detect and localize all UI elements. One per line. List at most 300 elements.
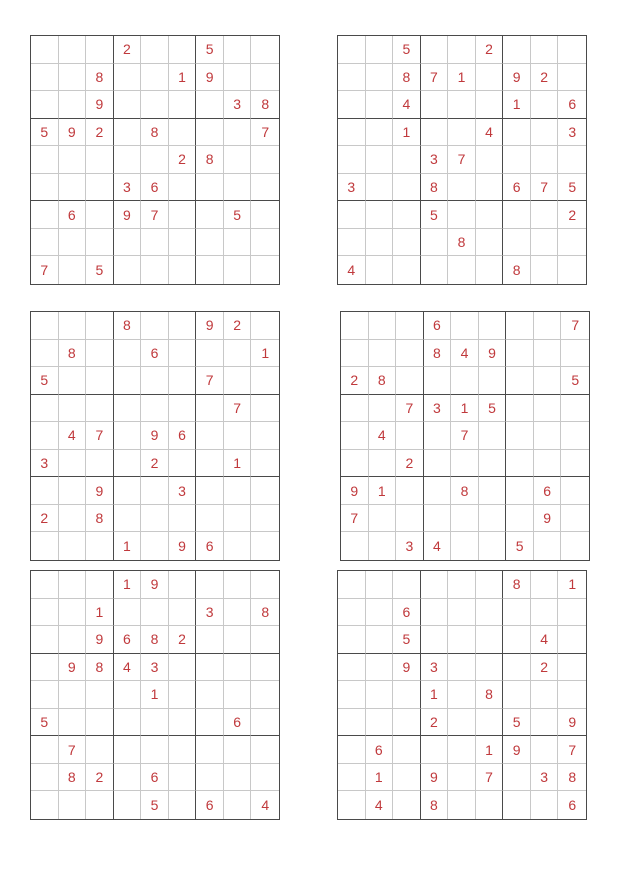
- sudoku-cell[interactable]: [86, 571, 114, 599]
- sudoku-cell[interactable]: [224, 229, 252, 257]
- sudoku-cell[interactable]: 4: [114, 654, 142, 682]
- sudoku-cell[interactable]: [196, 764, 224, 792]
- sudoku-cell[interactable]: [369, 450, 397, 478]
- sudoku-cell[interactable]: [196, 626, 224, 654]
- sudoku-cell[interactable]: 5: [141, 791, 169, 819]
- sudoku-cell[interactable]: [31, 654, 59, 682]
- sudoku-cell[interactable]: [341, 340, 369, 368]
- sudoku-cell[interactable]: [366, 681, 394, 709]
- sudoku-cell[interactable]: 6: [169, 422, 197, 450]
- sudoku-cell[interactable]: [141, 505, 169, 533]
- sudoku-cell[interactable]: 8: [86, 64, 114, 92]
- sudoku-cell[interactable]: [196, 477, 224, 505]
- sudoku-cell[interactable]: 3: [531, 764, 559, 792]
- sudoku-cell[interactable]: 8: [476, 681, 504, 709]
- sudoku-cell[interactable]: [86, 395, 114, 423]
- sudoku-cell[interactable]: 6: [366, 736, 394, 764]
- sudoku-cell[interactable]: [59, 599, 87, 627]
- sudoku-cell[interactable]: 3: [421, 654, 449, 682]
- sudoku-cell[interactable]: [141, 36, 169, 64]
- sudoku-cell[interactable]: [534, 340, 562, 368]
- sudoku-cell[interactable]: [341, 422, 369, 450]
- sudoku-cell[interactable]: [476, 626, 504, 654]
- sudoku-cell[interactable]: [114, 764, 142, 792]
- sudoku-cell[interactable]: [31, 340, 59, 368]
- sudoku-cell[interactable]: [114, 146, 142, 174]
- sudoku-cell[interactable]: [476, 571, 504, 599]
- sudoku-cell[interactable]: [451, 450, 479, 478]
- sudoku-cell[interactable]: [31, 571, 59, 599]
- sudoku-cell[interactable]: [224, 626, 252, 654]
- sudoku-cell[interactable]: [479, 477, 507, 505]
- sudoku-cell[interactable]: 6: [424, 312, 452, 340]
- sudoku-cell[interactable]: 7: [86, 422, 114, 450]
- sudoku-cell[interactable]: 7: [31, 256, 59, 284]
- sudoku-cell[interactable]: 8: [59, 340, 87, 368]
- sudoku-cell[interactable]: 8: [393, 64, 421, 92]
- sudoku-cell[interactable]: [86, 709, 114, 737]
- sudoku-cell[interactable]: 4: [476, 119, 504, 147]
- sudoku-cell[interactable]: 5: [558, 174, 586, 202]
- sudoku-cell[interactable]: 2: [531, 64, 559, 92]
- sudoku-cell[interactable]: [251, 256, 279, 284]
- sudoku-cell[interactable]: [59, 64, 87, 92]
- sudoku-cell[interactable]: [341, 312, 369, 340]
- sudoku-cell[interactable]: [169, 256, 197, 284]
- sudoku-cell[interactable]: 8: [558, 764, 586, 792]
- sudoku-cell[interactable]: [59, 229, 87, 257]
- sudoku-cell[interactable]: [479, 532, 507, 560]
- sudoku-cell[interactable]: 9: [196, 312, 224, 340]
- sudoku-cell[interactable]: [558, 599, 586, 627]
- sudoku-cell[interactable]: [338, 571, 366, 599]
- sudoku-cell[interactable]: [366, 229, 394, 257]
- sudoku-cell[interactable]: [59, 477, 87, 505]
- sudoku-cell[interactable]: [338, 36, 366, 64]
- sudoku-cell[interactable]: [479, 450, 507, 478]
- sudoku-cell[interactable]: [141, 256, 169, 284]
- sudoku-cell[interactable]: [558, 256, 586, 284]
- sudoku-cell[interactable]: 9: [114, 201, 142, 229]
- sudoku-cell[interactable]: [224, 654, 252, 682]
- sudoku-cell[interactable]: 2: [224, 312, 252, 340]
- sudoku-cell[interactable]: [224, 340, 252, 368]
- sudoku-cell[interactable]: [251, 395, 279, 423]
- sudoku-cell[interactable]: [169, 791, 197, 819]
- sudoku-cell[interactable]: [448, 599, 476, 627]
- sudoku-cell[interactable]: [59, 626, 87, 654]
- sudoku-cell[interactable]: [561, 450, 589, 478]
- sudoku-cell[interactable]: 1: [369, 477, 397, 505]
- sudoku-cell[interactable]: [421, 119, 449, 147]
- sudoku-cell[interactable]: [421, 91, 449, 119]
- sudoku-cell[interactable]: [31, 91, 59, 119]
- sudoku-cell[interactable]: [59, 395, 87, 423]
- sudoku-cell[interactable]: 1: [114, 532, 142, 560]
- sudoku-cell[interactable]: 8: [141, 119, 169, 147]
- sudoku-cell[interactable]: 5: [31, 367, 59, 395]
- sudoku-cell[interactable]: [196, 505, 224, 533]
- sudoku-cell[interactable]: [506, 450, 534, 478]
- sudoku-cell[interactable]: 8: [451, 477, 479, 505]
- sudoku-cell[interactable]: [224, 256, 252, 284]
- sudoku-cell[interactable]: [561, 505, 589, 533]
- sudoku-cell[interactable]: [196, 736, 224, 764]
- sudoku-cell[interactable]: [506, 312, 534, 340]
- sudoku-cell[interactable]: [506, 340, 534, 368]
- sudoku-cell[interactable]: [224, 422, 252, 450]
- sudoku-cell[interactable]: 4: [261, 797, 270, 814]
- sudoku-cell[interactable]: [224, 791, 252, 819]
- sudoku-cell[interactable]: [169, 450, 197, 478]
- sudoku-cell[interactable]: [169, 174, 197, 202]
- sudoku-cell[interactable]: [224, 571, 252, 599]
- sudoku-cell[interactable]: [506, 367, 534, 395]
- sudoku-cell[interactable]: [169, 736, 197, 764]
- sudoku-cell[interactable]: 6: [141, 174, 169, 202]
- sudoku-cell[interactable]: [506, 395, 534, 423]
- sudoku-cell[interactable]: 5: [421, 201, 449, 229]
- sudoku-cell[interactable]: [224, 681, 252, 709]
- sudoku-cell[interactable]: [251, 736, 279, 764]
- sudoku-cell[interactable]: [251, 422, 279, 450]
- sudoku-cell[interactable]: 8: [59, 764, 87, 792]
- sudoku-cell[interactable]: [558, 146, 586, 174]
- sudoku-cell[interactable]: [86, 736, 114, 764]
- sudoku-cell[interactable]: 2: [169, 146, 197, 174]
- sudoku-cell[interactable]: [338, 146, 366, 174]
- sudoku-cell[interactable]: [31, 736, 59, 764]
- sudoku-cell[interactable]: 9: [503, 64, 531, 92]
- sudoku-cell[interactable]: 8: [86, 505, 114, 533]
- sudoku-cell[interactable]: 4: [424, 532, 452, 560]
- sudoku-cell[interactable]: 1: [451, 395, 479, 423]
- sudoku-cell[interactable]: [393, 571, 421, 599]
- sudoku-cell[interactable]: [251, 571, 279, 599]
- sudoku-cell[interactable]: 7: [196, 367, 224, 395]
- sudoku-cell[interactable]: 3: [338, 174, 366, 202]
- sudoku-cell[interactable]: [141, 736, 169, 764]
- sudoku-cell[interactable]: [31, 174, 59, 202]
- sudoku-cell[interactable]: 9: [141, 571, 169, 599]
- sudoku-cell[interactable]: [396, 422, 424, 450]
- sudoku-cell[interactable]: [141, 709, 169, 737]
- sudoku-cell[interactable]: [369, 312, 397, 340]
- sudoku-cell[interactable]: 6: [393, 599, 421, 627]
- sudoku-cell[interactable]: [561, 340, 589, 368]
- sudoku-cell[interactable]: 9: [503, 736, 531, 764]
- sudoku-cell[interactable]: [196, 201, 224, 229]
- sudoku-cell[interactable]: [366, 201, 394, 229]
- sudoku-cell[interactable]: [338, 201, 366, 229]
- sudoku-cell[interactable]: [448, 791, 476, 819]
- sudoku-cell[interactable]: [86, 201, 114, 229]
- sudoku-cell[interactable]: [196, 450, 224, 478]
- sudoku-cell[interactable]: [114, 477, 142, 505]
- sudoku-cell[interactable]: [448, 91, 476, 119]
- sudoku-cell[interactable]: [196, 681, 224, 709]
- sudoku-cell[interactable]: [251, 312, 279, 340]
- sudoku-cell[interactable]: 8: [503, 256, 531, 284]
- sudoku-cell[interactable]: [169, 709, 197, 737]
- sudoku-cell[interactable]: [141, 312, 169, 340]
- sudoku-cell[interactable]: [531, 146, 559, 174]
- sudoku-cell[interactable]: [558, 229, 586, 257]
- sudoku-cell[interactable]: [366, 91, 394, 119]
- sudoku-cell[interactable]: [421, 36, 449, 64]
- sudoku-cell[interactable]: 9: [59, 119, 87, 147]
- sudoku-cell[interactable]: [169, 571, 197, 599]
- sudoku-cell[interactable]: [369, 340, 397, 368]
- sudoku-cell[interactable]: [369, 505, 397, 533]
- sudoku-cell[interactable]: 3: [196, 599, 224, 627]
- sudoku-cell[interactable]: 8: [424, 340, 452, 368]
- sudoku-cell[interactable]: [531, 36, 559, 64]
- sudoku-cell[interactable]: 5: [31, 119, 59, 147]
- sudoku-cell[interactable]: [224, 477, 252, 505]
- sudoku-cell[interactable]: [366, 571, 394, 599]
- sudoku-cell[interactable]: [338, 736, 366, 764]
- sudoku-cell[interactable]: [169, 201, 197, 229]
- sudoku-cell[interactable]: 4: [531, 626, 559, 654]
- sudoku-cell[interactable]: 7: [251, 119, 279, 147]
- sudoku-cell[interactable]: [424, 505, 452, 533]
- sudoku-cell[interactable]: 2: [421, 709, 449, 737]
- sudoku-cell[interactable]: 5: [561, 367, 589, 395]
- sudoku-cell[interactable]: [503, 791, 531, 819]
- sudoku-cell[interactable]: 3: [169, 477, 197, 505]
- sudoku-cell[interactable]: [114, 599, 142, 627]
- sudoku-cell[interactable]: [476, 791, 504, 819]
- sudoku-cell[interactable]: [503, 119, 531, 147]
- sudoku-cell[interactable]: [561, 532, 589, 560]
- sudoku-cell[interactable]: 1: [448, 64, 476, 92]
- sudoku-cell[interactable]: 1: [86, 599, 114, 627]
- sudoku-cell[interactable]: [534, 312, 562, 340]
- sudoku-cell[interactable]: [86, 229, 114, 257]
- sudoku-cell[interactable]: [558, 681, 586, 709]
- sudoku-cell[interactable]: [114, 422, 142, 450]
- sudoku-cell[interactable]: [338, 119, 366, 147]
- sudoku-cell[interactable]: [421, 229, 449, 257]
- sudoku-cell[interactable]: 2: [141, 450, 169, 478]
- sudoku-cell[interactable]: [196, 229, 224, 257]
- sudoku-cell[interactable]: [448, 36, 476, 64]
- sudoku-cell[interactable]: [224, 119, 252, 147]
- sudoku-cell[interactable]: [366, 119, 394, 147]
- sudoku-cell[interactable]: 3: [421, 146, 449, 174]
- sudoku-cell[interactable]: [251, 64, 279, 92]
- sudoku-cell[interactable]: [476, 64, 504, 92]
- sudoku-cell[interactable]: [59, 256, 87, 284]
- sudoku-cell[interactable]: [531, 599, 559, 627]
- sudoku-cell[interactable]: [396, 367, 424, 395]
- sudoku-cell[interactable]: [479, 422, 507, 450]
- sudoku-cell[interactable]: [341, 450, 369, 478]
- sudoku-cell[interactable]: [393, 229, 421, 257]
- sudoku-cell[interactable]: [141, 91, 169, 119]
- sudoku-cell[interactable]: [114, 450, 142, 478]
- sudoku-cell[interactable]: [476, 201, 504, 229]
- sudoku-cell[interactable]: [59, 709, 87, 737]
- sudoku-cell[interactable]: 1: [251, 340, 279, 368]
- sudoku-cell[interactable]: [251, 681, 279, 709]
- sudoku-cell[interactable]: [251, 450, 279, 478]
- sudoku-cell[interactable]: 2: [558, 201, 586, 229]
- sudoku-cell[interactable]: [448, 119, 476, 147]
- sudoku-cell[interactable]: [31, 626, 59, 654]
- sudoku-cell[interactable]: [86, 312, 114, 340]
- sudoku-cell[interactable]: 9: [393, 654, 421, 682]
- sudoku-cell[interactable]: [476, 174, 504, 202]
- sudoku-cell[interactable]: [224, 599, 252, 627]
- sudoku-cell[interactable]: [476, 709, 504, 737]
- sudoku-cell[interactable]: [421, 256, 449, 284]
- sudoku-cell[interactable]: 9: [341, 477, 369, 505]
- sudoku-cell[interactable]: [169, 367, 197, 395]
- sudoku-cell[interactable]: [424, 367, 452, 395]
- sudoku-cell[interactable]: 9: [534, 505, 562, 533]
- sudoku-cell[interactable]: [196, 654, 224, 682]
- sudoku-cell[interactable]: [251, 654, 279, 682]
- sudoku-cell[interactable]: [366, 654, 394, 682]
- sudoku-cell[interactable]: [59, 91, 87, 119]
- sudoku-cell[interactable]: 8: [421, 791, 449, 819]
- sudoku-cell[interactable]: 6: [558, 91, 586, 119]
- sudoku-cell[interactable]: [31, 532, 59, 560]
- sudoku-cell[interactable]: [114, 367, 142, 395]
- sudoku-cell[interactable]: 3: [424, 395, 452, 423]
- sudoku-cell[interactable]: [224, 174, 252, 202]
- sudoku-cell[interactable]: [59, 36, 87, 64]
- sudoku-cell[interactable]: 7: [421, 64, 449, 92]
- sudoku-cell[interactable]: [86, 36, 114, 64]
- sudoku-cell[interactable]: 2: [396, 450, 424, 478]
- sudoku-cell[interactable]: [59, 367, 87, 395]
- sudoku-cell[interactable]: [224, 367, 252, 395]
- sudoku-cell[interactable]: [448, 681, 476, 709]
- sudoku-cell[interactable]: [476, 256, 504, 284]
- sudoku-cell[interactable]: [534, 422, 562, 450]
- sudoku-cell[interactable]: [531, 709, 559, 737]
- sudoku-cell[interactable]: [141, 64, 169, 92]
- sudoku-cell[interactable]: [169, 505, 197, 533]
- sudoku-cell[interactable]: [531, 229, 559, 257]
- sudoku-cell[interactable]: [169, 229, 197, 257]
- sudoku-cell[interactable]: 3: [396, 532, 424, 560]
- sudoku-cell[interactable]: [448, 764, 476, 792]
- sudoku-cell[interactable]: [251, 201, 279, 229]
- sudoku-cell[interactable]: [169, 681, 197, 709]
- sudoku-cell[interactable]: [251, 367, 279, 395]
- sudoku-cell[interactable]: 8: [196, 146, 224, 174]
- sudoku-cell[interactable]: 9: [421, 764, 449, 792]
- sudoku-cell[interactable]: [448, 736, 476, 764]
- sudoku-cell[interactable]: 5: [503, 709, 531, 737]
- sudoku-cell[interactable]: [366, 626, 394, 654]
- sudoku-cell[interactable]: [338, 764, 366, 792]
- sudoku-cell[interactable]: [366, 146, 394, 174]
- sudoku-cell[interactable]: [224, 505, 252, 533]
- sudoku-cell[interactable]: 2: [169, 626, 197, 654]
- sudoku-cell[interactable]: [338, 91, 366, 119]
- sudoku-cell[interactable]: [196, 340, 224, 368]
- sudoku-cell[interactable]: [366, 599, 394, 627]
- sudoku-cell[interactable]: 2: [86, 764, 114, 792]
- sudoku-cell[interactable]: [506, 477, 534, 505]
- sudoku-cell[interactable]: [114, 119, 142, 147]
- sudoku-cell[interactable]: [531, 256, 559, 284]
- sudoku-cell[interactable]: [338, 681, 366, 709]
- sudoku-cell[interactable]: 1: [503, 91, 531, 119]
- sudoku-cell[interactable]: 9: [141, 422, 169, 450]
- sudoku-cell[interactable]: 5: [196, 36, 224, 64]
- sudoku-cell[interactable]: [31, 229, 59, 257]
- sudoku-cell[interactable]: 7: [396, 395, 424, 423]
- sudoku-cell[interactable]: 4: [451, 340, 479, 368]
- sudoku-cell[interactable]: 6: [114, 626, 142, 654]
- sudoku-cell[interactable]: [196, 571, 224, 599]
- sudoku-cell[interactable]: [503, 764, 531, 792]
- sudoku-cell[interactable]: [476, 146, 504, 174]
- sudoku-cell[interactable]: [558, 654, 586, 682]
- sudoku-cell[interactable]: [141, 532, 169, 560]
- sudoku-cell[interactable]: [448, 654, 476, 682]
- sudoku-cell[interactable]: 4: [369, 422, 397, 450]
- sudoku-cell[interactable]: [424, 477, 452, 505]
- sudoku-cell[interactable]: 1: [224, 450, 252, 478]
- sudoku-cell[interactable]: 5: [31, 709, 59, 737]
- sudoku-cell[interactable]: 6: [141, 340, 169, 368]
- sudoku-cell[interactable]: [59, 312, 87, 340]
- sudoku-cell[interactable]: [224, 764, 252, 792]
- sudoku-cell[interactable]: [169, 36, 197, 64]
- sudoku-cell[interactable]: [421, 571, 449, 599]
- sudoku-cell[interactable]: 4: [338, 256, 366, 284]
- sudoku-cell[interactable]: [31, 681, 59, 709]
- sudoku-cell[interactable]: [531, 119, 559, 147]
- sudoku-cell[interactable]: [393, 709, 421, 737]
- sudoku-cell[interactable]: [534, 450, 562, 478]
- sudoku-cell[interactable]: [59, 532, 87, 560]
- sudoku-cell[interactable]: [393, 174, 421, 202]
- sudoku-cell[interactable]: [141, 395, 169, 423]
- sudoku-cell[interactable]: [86, 367, 114, 395]
- sudoku-cell[interactable]: 1: [169, 64, 197, 92]
- sudoku-cell[interactable]: [424, 422, 452, 450]
- sudoku-cell[interactable]: [338, 709, 366, 737]
- sudoku-cell[interactable]: [558, 36, 586, 64]
- sudoku-cell[interactable]: 8: [421, 174, 449, 202]
- sudoku-cell[interactable]: [196, 709, 224, 737]
- sudoku-cell[interactable]: [251, 505, 279, 533]
- sudoku-cell[interactable]: [393, 736, 421, 764]
- sudoku-cell[interactable]: 1: [141, 681, 169, 709]
- sudoku-cell[interactable]: [196, 395, 224, 423]
- sudoku-cell[interactable]: [141, 146, 169, 174]
- sudoku-cell[interactable]: [196, 256, 224, 284]
- sudoku-cell[interactable]: [141, 599, 169, 627]
- sudoku-cell[interactable]: [141, 229, 169, 257]
- sudoku-cell[interactable]: [503, 36, 531, 64]
- sudoku-cell[interactable]: [31, 764, 59, 792]
- sudoku-cell[interactable]: 3: [558, 119, 586, 147]
- sudoku-cell[interactable]: [141, 477, 169, 505]
- sudoku-cell[interactable]: 7: [561, 312, 589, 340]
- sudoku-cell[interactable]: 7: [341, 505, 369, 533]
- sudoku-cell[interactable]: [531, 91, 559, 119]
- sudoku-cell[interactable]: 7: [224, 395, 252, 423]
